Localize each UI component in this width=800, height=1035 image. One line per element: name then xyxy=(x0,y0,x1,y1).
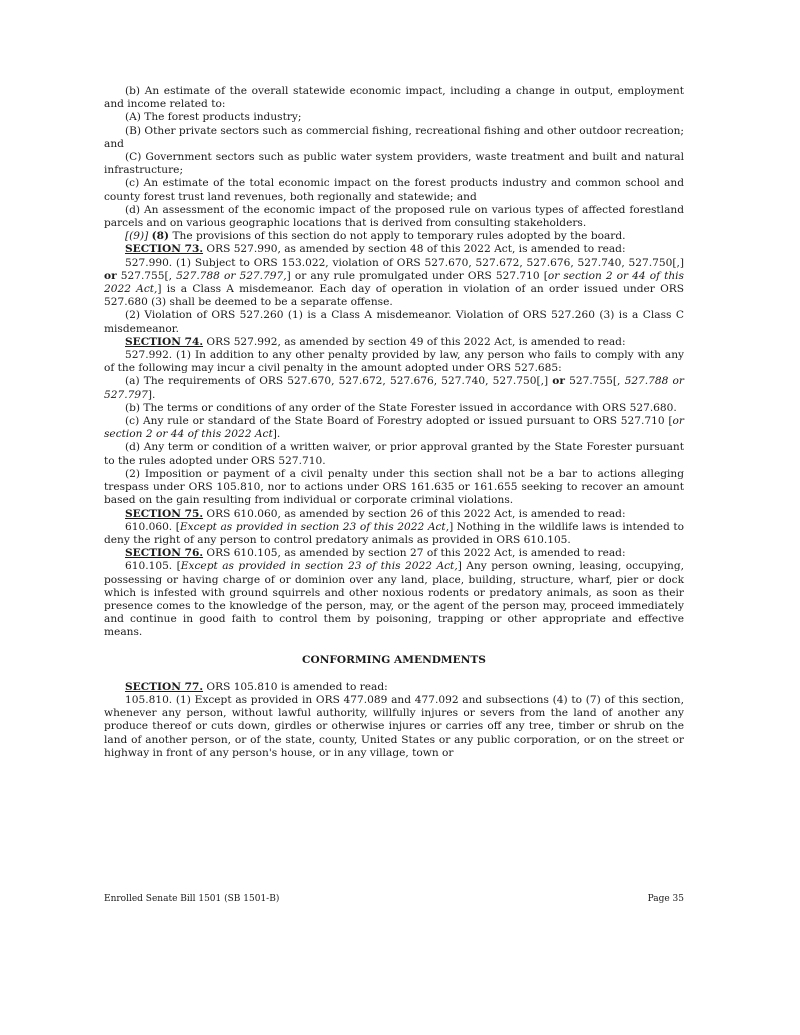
paragraph xyxy=(104,560,684,639)
section-heading-76 xyxy=(104,547,684,560)
section-heading-75 xyxy=(104,508,684,521)
text: 527.755[, xyxy=(569,375,621,388)
text: ORS 527.990, as amended by section 48 of this 2022 Act, is amended to read: xyxy=(206,243,626,256)
page-footer xyxy=(104,894,684,904)
text: ] is a Class A misdemeanor. Each day of operation in violation of an order issued under ORS 527.680 (3) shall be deemed to be a separate offense. xyxy=(104,283,684,309)
text: 527.990. (1) Subject to ORS 153.022, violation of ORS 527.670, 527.672, 527.676, 527.740, 527.750[,] xyxy=(125,256,684,269)
added-text: (8) xyxy=(151,230,170,243)
paragraph: 105.810. (1) Except as provided in ORS 477.089 and 477.092 and subsections (4) to (7) of this section, whenever any person, without lawful authority, willfully injures or severs from the land of another any produce thereof or cuts down, girdles or otherwise injures or carries off any tree, timber or shrub on the land of another person, or of the state, county, United States or any public corporation, or on the street or highway in front of any person's house, or in any village, town or xyxy=(104,693,684,759)
page-number: Page 35 xyxy=(647,894,684,904)
deleted-text: Except as provided in section 23 of this 2022 Act, xyxy=(179,520,450,533)
text: (c) Any rule or standard of the State Board of Forestry adopted or issued pursuant to ORS 527.710 [ xyxy=(125,415,673,428)
paragraph: (b) An estimate of the overall statewide economic impact, including a change in output, employment and income related to: xyxy=(104,85,684,111)
paragraph xyxy=(104,230,684,243)
paragraph xyxy=(104,257,684,310)
section-label: SECTION 76. xyxy=(125,547,204,560)
section-heading-74 xyxy=(104,336,684,349)
paragraph: (b) The terms or conditions of any order of the State Forester issued in accordance with ORS 527.680. xyxy=(125,401,677,414)
added-text: or xyxy=(552,375,565,388)
paragraph: (B) Other private sectors such as commercial fishing, recreational fishing and other outdoor recreation; and xyxy=(104,124,684,150)
text: ORS 527.992, as amended by section 49 of this 2022 Act, is amended to read: xyxy=(206,335,626,348)
text: The provisions of this section do not apply to temporary rules adopted by the board. xyxy=(172,230,626,243)
text: (a) The requirements of ORS 527.670, 527.672, 527.676, 527.740, 527.750[,] xyxy=(125,375,549,388)
text: 527.755[, xyxy=(120,269,173,282)
paragraph xyxy=(104,375,684,401)
paragraph xyxy=(104,521,684,547)
section-label: SECTION 75. xyxy=(125,507,204,520)
paragraph xyxy=(104,415,684,441)
text: ORS 610.105, as amended by section 27 of this 2022 Act, is amended to read: xyxy=(206,547,626,560)
bill-identifier: Enrolled Senate Bill 1501 (SB 1501-B) xyxy=(104,894,280,904)
section-heading-73 xyxy=(104,243,684,256)
paragraph: 527.992. (1) In addition to any other penalty provided by law, any person who fails to comply with any of the following may incur a civil penalty in the amount adopted under ORS 527.685: xyxy=(104,349,684,375)
text: 610.060. [ xyxy=(125,520,180,533)
deleted-text: or section 2 or 44 of this 2022 Act xyxy=(104,415,684,441)
text: ORS 105.810 is amended to read: xyxy=(206,680,388,693)
section-label: SECTION 77. xyxy=(125,680,204,693)
text: ] Nothing in the wildlife laws is intended to deny the right of any person to control predatory animals as provided in ORS 610.105. xyxy=(104,520,684,546)
paragraph: (2) Imposition or payment of a civil penalty under this section shall not be a bar to actions alleging trespass under ORS 105.810, nor to actions under ORS 161.635 or 161.655 seeking to recover an amount based on the gain resulting from individual or corporate criminal violations. xyxy=(104,467,684,507)
deleted-text: 527.788 or 527.797, xyxy=(176,269,287,282)
text: ORS 610.060, as amended by section 26 of this 2022 Act, is amended to read: xyxy=(206,507,626,520)
text: ] Any person owning, leasing, occupying, possessing or having charge of or dominion over any land, place, building, structure, wharf, pier or dock which is infested with ground squirrels and other noxious rodents or predatory animals, as soon as their presence comes to the knowledge of the person, may, or the agent of the person may, proceed immediately and continue in good faith to control them by poisoning, trapping or other appropriate and effective means. xyxy=(104,560,684,639)
text: ]. xyxy=(272,428,281,441)
text: ] or any rule promulgated under ORS 527.710 [ xyxy=(286,269,548,282)
deleted-text: Except as provided in section 23 of this 2022 Act, xyxy=(180,560,458,573)
text: ]. xyxy=(147,388,156,401)
deleted-text: or section 2 or 44 of this 2022 Act, xyxy=(104,269,684,296)
added-text: or xyxy=(104,269,117,282)
section-heading-77 xyxy=(104,681,684,694)
text: 610.105. [ xyxy=(125,560,181,573)
paragraph: (2) Violation of ORS 527.260 (1) is a Class A misdemeanor. Violation of ORS 527.260 (3) is a Class C misdemeanor. xyxy=(104,309,684,335)
conforming-amendments-heading: CONFORMING AMENDMENTS xyxy=(302,653,486,666)
paragraph: (d) An assessment of the economic impact of the proposed rule on various types of affected forestland parcels and on various geographic locations that is derived from consulting stakeholders. xyxy=(104,203,684,230)
section-label: SECTION 73. xyxy=(125,243,204,256)
document-body xyxy=(104,85,684,760)
deleted-text: 527.788 or 527.797 xyxy=(104,375,684,401)
paragraph: (C) Government sectors such as public water system providers, waste treatment and built and natural infrastructure; xyxy=(104,151,684,177)
paragraph: (A) The forest products industry; xyxy=(125,111,302,124)
deleted-text: [(9)] xyxy=(125,230,149,243)
paragraph: (c) An estimate of the total economic impact on the forest products industry and common school and county forest trust land revenues, both regionally and statewide; and xyxy=(104,177,684,203)
section-label: SECTION 74. xyxy=(125,335,204,348)
paragraph: (d) Any term or condition of a written waiver, or prior approval granted by the State Forester pursuant to the rules adopted under ORS 527.710. xyxy=(104,441,684,467)
